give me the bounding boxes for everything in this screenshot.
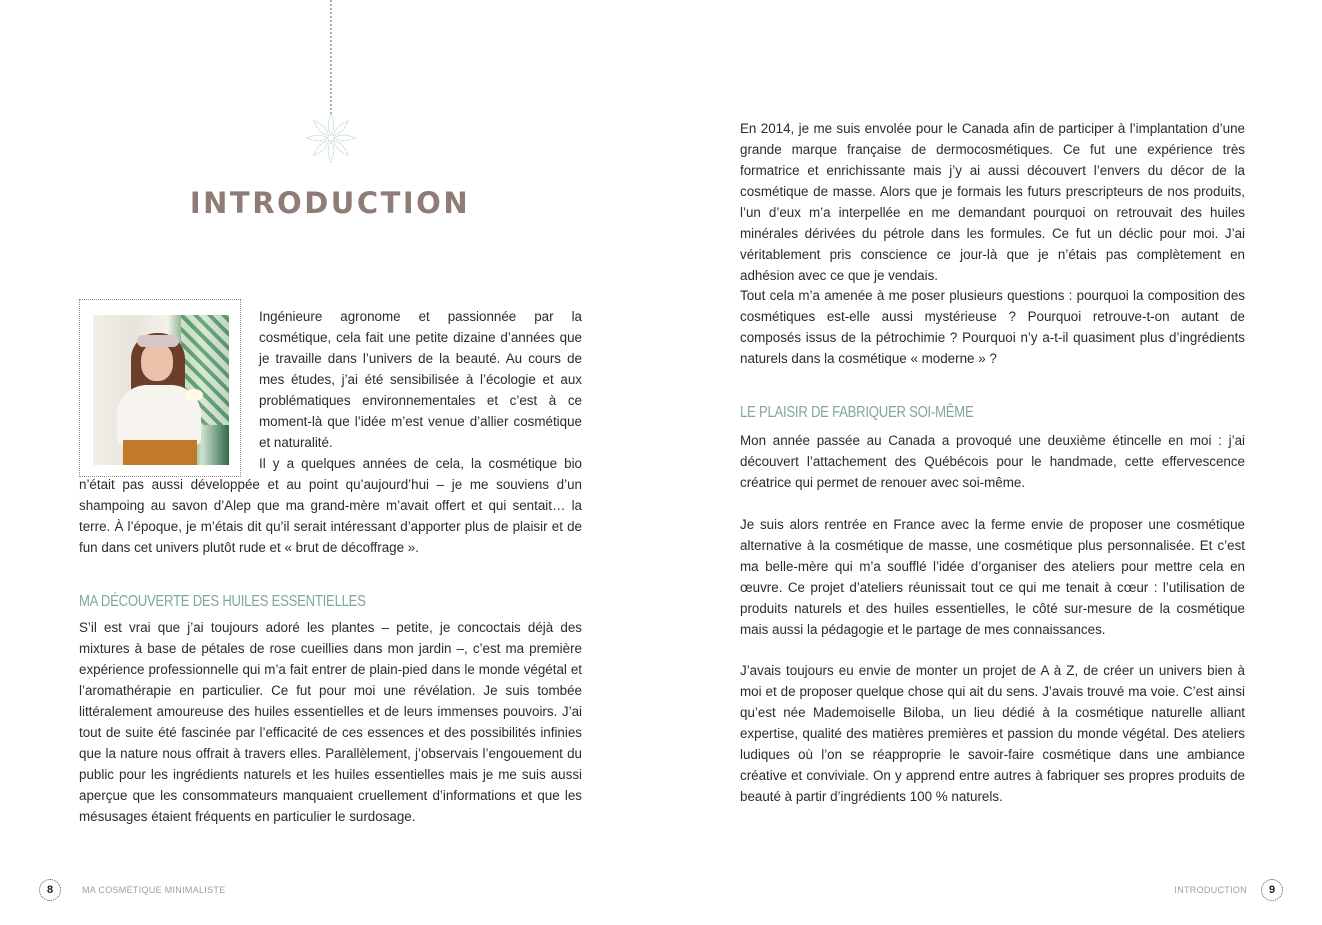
dotted-hanging-line <box>330 0 332 114</box>
running-head-chapter: INTRODUCTION <box>1174 885 1247 895</box>
running-head-book-title: MA COSMÉTIQUE MINIMALISTE <box>82 885 226 895</box>
canada-paragraph: En 2014, je me suis envolée pour le Canada afin de participer à l’implantation d’une grande marque française de dermocosmétiques. Ce fut une expérience très formatrice et enrichissante mais j’y ai aussi découvert l’envers du décor de la cosmétique de masse. Alors que je formais les futurs prescripteurs de nos produits, l’un d’eux m’a interpellée en me demandant pourquoi on retrouvait des huiles minérales dérivées du pétrole dans les formules. Ce fut un déclic pour moi. J’ai véritablement pris conscience ce jour-là que je n’étais pas complètement en adhésion avec ce que je vendais. <box>740 121 1245 283</box>
biloba-paragraph: J’avais toujours eu envie de monter un projet de A à Z, de créer un univers bien à moi et de proposer quelque chose qui ait du sens. J’avais trouvé ma voie. C’est ainsi qu’est née Mademoiselle Biloba, un lieu dédié à la cosmétique naturelle alliant expertise, qualité des matières premières et passion du monde végétal. Des ateliers ludiques où l’on se réapproprie le savoir-faire cosmétique dans une ambiance créative et conviviale. On y apprend entre autres à fabriquer ses propres produits de beauté à partir d’ingrédients 100 % naturels. <box>740 663 1245 804</box>
right-footer <box>1174 879 1283 901</box>
intro-paragraph: Ingénieure agronome et passionnée par la cosmétique, cela fait une petite dizaine d’années que je travaille dans l’univers de la beauté. Au cours de mes études, j’ai été sensibilisée à l’écologie et aux problématiques environnementales et c’est à ce moment-là que l’idée m’est venue d’allier cosmétique et naturalité. <box>259 309 582 450</box>
chapter-title: INTRODUCTION <box>189 186 471 220</box>
section-heading-handmade: LE PLAISIR DE FABRIQUER SOI-MÊME <box>740 404 974 421</box>
left-footer <box>39 879 226 901</box>
workshops-paragraph: Je suis alors rentrée en France avec la ferme envie de proposer une cosmétique alternative à la cosmétique de masse, une cosmétique plus personnalisée. Et c’est ma belle-mère qui m’a soufflé l’idée d’organiser des ateliers pour mettre cela en œuvre. Ce projet d’ateliers réunissait tout ce qui me tenait à cœur : l’utilisation de produits naturels et des huiles essentielles, le côté sur-mesure de la cosmétique mais aussi la pédagogie et le partage de mes connaissances. <box>740 517 1245 637</box>
flower-icon <box>303 110 359 166</box>
handmade-paragraph: Mon année passée au Canada a provoqué une deuxième étincelle en moi : j’ai découvert l’attachement des Québécois pour le handmade, cette effervescence créatrice qui permet de renouer avec soi-même. <box>740 433 1245 490</box>
section-heading-essential-oils: MA DÉCOUVERTE DES HUILES ESSENTIELLES <box>79 593 366 610</box>
questions-paragraph: Tout cela m’a amenée à me poser plusieurs questions : pourquoi la composition des cosmétiques est-elle aussi mystérieuse ? Pourquoi retrouve-t-on autant de composés issus de la pétrochimie ? Pourquoi n’y a-t-il quasiment plus d’ingrédients naturels dans la cosmétique « moderne » ? <box>740 288 1245 366</box>
essential-oils-paragraph: S’il est vrai que j’ai toujours adoré les plantes – petite, je concoctais déjà des mixtures à base de pétales de rose cueillies dans mon jardin –, c’est ma première expérience professionnelle qui m’a fait entrer de plain-pied dans le monde végétal et l’aromathérapie en particulier. Ce fut pour moi une révélation. Je suis tombée littéralement amoureuse des huiles essentielles et de leurs immenses pouvoirs. J’ai tout de suite été fascinée par l’efficacité de ces essences et des possibilités infinies que la nature nous offrait à travers elles. Parallèlement, j’observais l’engouement du public pour les ingrédients naturels et les huiles essentielles mais je me suis aussi aperçue que les consommateurs manquaient cruellement d’informations et que les mésusages étaient fréquents en particulier le surdosage. <box>79 620 582 824</box>
page-number-9: 9 <box>1261 879 1283 901</box>
intro-paragraph-2: Il y a quelques années de cela, la cosmétique bio n’était pas aussi développée et au point qu’aujourd’hui – je me souviens d’un shampoing au savon d’Alep que ma grand-mère m’avait offert et qui sentait… la terre. À l’époque, je m’étais dit qu’il serait intéressant d’apporter plus de plaisir et de fun dans cet univers plutôt rude et « brut de décoffrage ». <box>79 456 582 555</box>
page-number-8: 8 <box>39 879 61 901</box>
right-page <box>661 0 1322 925</box>
intro-text-block <box>79 306 582 558</box>
